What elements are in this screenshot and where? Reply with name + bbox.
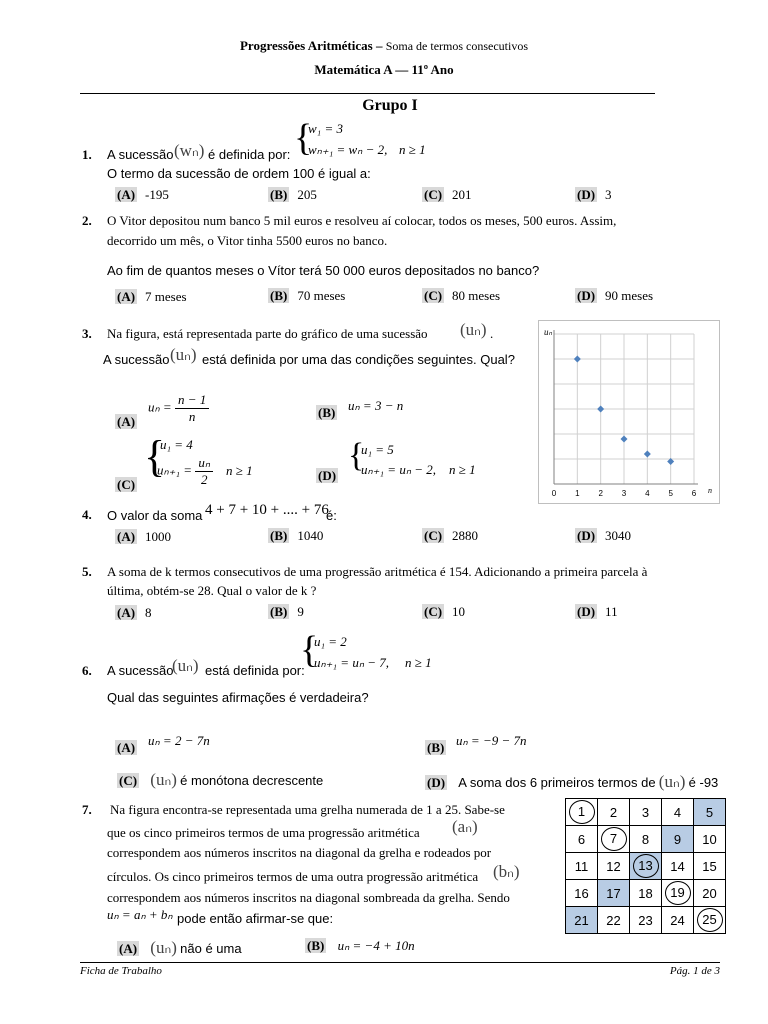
q3-d-sys2: uₙ₊₁ = uₙ − 2, (361, 462, 437, 477)
q6-option-c[interactable]: (C) (uₙ) é monótona decrescente (119, 770, 324, 789)
q5-line1: A soma de k termos consecutivos de uma progressão aritmética é 154. Adicionando a primeira parcela à (107, 564, 648, 579)
q5-line2: última, obtém-se 28. Qual o valor de k ? (107, 583, 317, 598)
q1-brace: { (294, 117, 313, 159)
q1-option-d[interactable]: (D) 3 (577, 187, 612, 202)
grid-cell: 25 (694, 907, 726, 934)
footer-right: Pág. 1 de 3 (669, 965, 720, 977)
q6-text-b: está definida por: (205, 663, 305, 678)
grid-cell: 24 (662, 907, 694, 934)
q3-c-brace: { (144, 432, 166, 481)
q6-cond: n ≥ 1 (405, 655, 432, 670)
q2-line2: decorrido um mês, o Vitor tinha 5500 euros no banco. (107, 233, 388, 248)
q6-sys2: uₙ₊₁ = uₙ − 7, (314, 655, 390, 670)
q3-c-sys2: uₙ₊₁ = $\frac{\text{uₙ}}{2}$ (157, 455, 213, 488)
q3-option-c-label[interactable]: (C) (117, 477, 136, 492)
q5-option-b[interactable]: (B) 9 (270, 604, 304, 619)
grid-cell: 21 (566, 907, 598, 934)
number-grid (565, 798, 726, 934)
q1-seq: (wₙ) (174, 141, 205, 160)
doc-title: Progressões Aritméticas – Soma de termos consecutivos (239, 38, 529, 53)
q3-seq: (uₙ) (460, 320, 487, 339)
q6-question: Qual das seguintes afirmações é verdadeira? (107, 690, 369, 705)
q3-option-a-label[interactable]: (A) (117, 414, 136, 429)
q3-option-d-label[interactable]: (D) (318, 468, 337, 483)
grid-cell: 15 (694, 853, 726, 880)
q3-d-sys1: u₁ = 5 (361, 442, 394, 457)
x-tick-label: 0 (551, 489, 557, 498)
grid-cell: 5 (694, 799, 726, 826)
grid-cell: 20 (694, 880, 726, 907)
x-tick-label: 4 (645, 489, 650, 498)
q6-text-a: A sucessão (107, 663, 174, 678)
chart-frame (539, 321, 720, 504)
q6-option-b-expr: uₙ = −9 − 7n (456, 733, 527, 748)
q7-line4: círculos. Os cinco primeiros termos de uma outra progressão aritmética (107, 869, 479, 884)
q1-option-b[interactable]: (B) 205 (270, 187, 317, 202)
chart-xlabel: n (708, 486, 712, 495)
q7-line6: pode então afirmar-se que: (177, 911, 334, 926)
chart-ylabel: uₙ (544, 327, 553, 337)
grid-cell: 9 (662, 826, 694, 853)
q6-brace: { (300, 629, 319, 671)
sequence-chart (538, 320, 720, 504)
grid-row (566, 907, 726, 934)
grid-cell: 6 (566, 826, 598, 853)
q6-option-b-label[interactable]: (B) (427, 740, 445, 755)
q3-option-a-expr: uₙ = $\frac{n - 1}{n}$ (148, 392, 209, 425)
q2-option-b[interactable]: (B) 70 meses (270, 288, 346, 303)
q3-c-sys1: u₁ = 4 (160, 437, 193, 452)
q1-sys1: w₁ = 3 (308, 121, 343, 136)
x-tick-label: 5 (668, 489, 673, 498)
q3-line2a: A sucessão (103, 352, 170, 367)
q5-option-a[interactable]: (A) 8 (117, 605, 152, 620)
grid-cell: 14 (662, 853, 694, 880)
q5-number: 5. (82, 564, 92, 579)
grid-cell: 19 (662, 880, 694, 907)
q7-line1: Na figura encontra-se representada uma grelha numerada de 1 a 25. Sabe-se (110, 802, 505, 817)
q7-option-a[interactable]: (A) (uₙ) não é uma (119, 938, 242, 957)
x-tick-label: 3 (621, 489, 627, 498)
q4-option-c[interactable]: (C) 2880 (424, 528, 479, 543)
grid-row (566, 826, 726, 853)
q3-number: 3. (82, 326, 92, 341)
q7-option-b[interactable]: (B) uₙ = −4 + 10n (307, 938, 415, 953)
q3-d-brace: { (348, 437, 365, 474)
q3-line2b: está definida por uma das condições seguintes. Qual? (202, 352, 515, 367)
q7-line3: correspondem aos números inscritos na diagonal da grelha e rodeados por (107, 845, 492, 860)
q4-text-a: O valor da soma (107, 508, 203, 523)
q7-seq-b: (bₙ) (493, 862, 520, 881)
q3-line2-seq: (uₙ) (170, 345, 197, 364)
q6-option-d[interactable]: (D) A soma dos 6 primeiros termos de (uₙ) é -93 (427, 772, 719, 791)
q1-number: 1. (82, 147, 92, 162)
grid-cell: 16 (566, 880, 598, 907)
q2-option-c[interactable]: (C) 80 meses (424, 288, 501, 303)
q3-option-b-label[interactable]: (B) (318, 405, 336, 420)
x-tick-label: 2 (598, 489, 603, 498)
grid-cell: 8 (630, 826, 662, 853)
grid-cell: 22 (598, 907, 630, 934)
q4-option-d[interactable]: (D) 3040 (577, 528, 632, 543)
grid-row (566, 880, 726, 907)
q4-option-b[interactable]: (B) 1040 (270, 528, 324, 543)
q2-line1: O Vitor depositou num banco 5 mil euros e resolveu aí colocar, todos os meses, 500 euros. Assim, (107, 213, 617, 228)
q7-line5: correspondem aos números inscritos na diagonal sombreada da grelha. Sendo (107, 890, 510, 905)
q1-sys2: wₙ₊₁ = wₙ − 2, (308, 142, 388, 157)
grid-cell: 1 (566, 799, 598, 826)
q1-text-b: é definida por: (208, 147, 291, 162)
q5-option-d[interactable]: (D) 11 (577, 604, 618, 619)
q4-expr: 4 + 7 + 10 + .... + 76 (205, 502, 329, 518)
q3-c-cond: n ≥ 1 (226, 463, 253, 478)
q7-seq-a: (aₙ) (452, 817, 478, 836)
grid-cell: 7 (598, 826, 630, 853)
q5-option-c[interactable]: (C) 10 (424, 604, 466, 619)
grid-row (566, 853, 726, 880)
q2-option-a[interactable]: (A) 7 meses (117, 289, 187, 304)
x-tick-label: 6 (691, 489, 697, 498)
q2-option-d[interactable]: (D) 90 meses (577, 288, 654, 303)
q4-text-b: é: (326, 508, 337, 523)
header-rule (80, 93, 655, 94)
q1-option-c[interactable]: (C) 201 (424, 187, 472, 202)
grid-cell: 3 (630, 799, 662, 826)
q6-seq: (uₙ) (172, 656, 199, 675)
q2-number: 2. (82, 213, 92, 228)
grid-cell: 12 (598, 853, 630, 880)
q2-line3: Ao fim de quantos meses o Vítor terá 50 000 euros depositados no banco? (107, 263, 540, 278)
q6-option-a-expr: uₙ = 2 − 7n (148, 733, 210, 748)
grid-cell: 17 (598, 880, 630, 907)
grid-cell: 13 (630, 853, 662, 880)
footer-rule (80, 962, 720, 963)
q4-option-a[interactable]: (A) 1000 (117, 529, 172, 544)
q1-option-a[interactable]: (A) -195 (117, 187, 169, 202)
q1-line2: O termo da sucessão de ordem 100 é igual a: (107, 166, 371, 181)
q7-line2: que os cinco primeiros termos de uma progressão aritmética (107, 825, 420, 840)
q6-number: 6. (82, 663, 92, 678)
q7-number: 7. (82, 802, 92, 817)
grid-cell: 4 (662, 799, 694, 826)
grid-cell: 2 (598, 799, 630, 826)
q7-formula: uₙ = aₙ + bₙ (107, 907, 173, 922)
grid-row (566, 799, 726, 826)
q6-option-a-label[interactable]: (A) (117, 740, 136, 755)
group-title: Grupo I (362, 97, 418, 114)
q4-number: 4. (82, 507, 92, 522)
grid-cell: 11 (566, 853, 598, 880)
q3-line1: Na figura, está representada parte do gráfico de uma sucessão (107, 326, 428, 341)
q3-option-b-expr: uₙ = 3 − n (348, 398, 404, 413)
q1-cond: n ≥ 1 (399, 142, 426, 157)
q1-text-a: A sucessão (107, 147, 174, 162)
q6-sys1: u₁ = 2 (314, 634, 347, 649)
grid-cell: 23 (630, 907, 662, 934)
footer-left: Ficha de Trabalho (80, 965, 162, 977)
x-tick-label: 1 (575, 489, 580, 498)
doc-subtitle: Matemática A — 11º Ano (314, 62, 454, 77)
grid-cell: 10 (694, 826, 726, 853)
q3-line1-end: . (490, 326, 494, 341)
grid-cell: 18 (630, 880, 662, 907)
q3-d-cond: n ≥ 1 (449, 462, 476, 477)
